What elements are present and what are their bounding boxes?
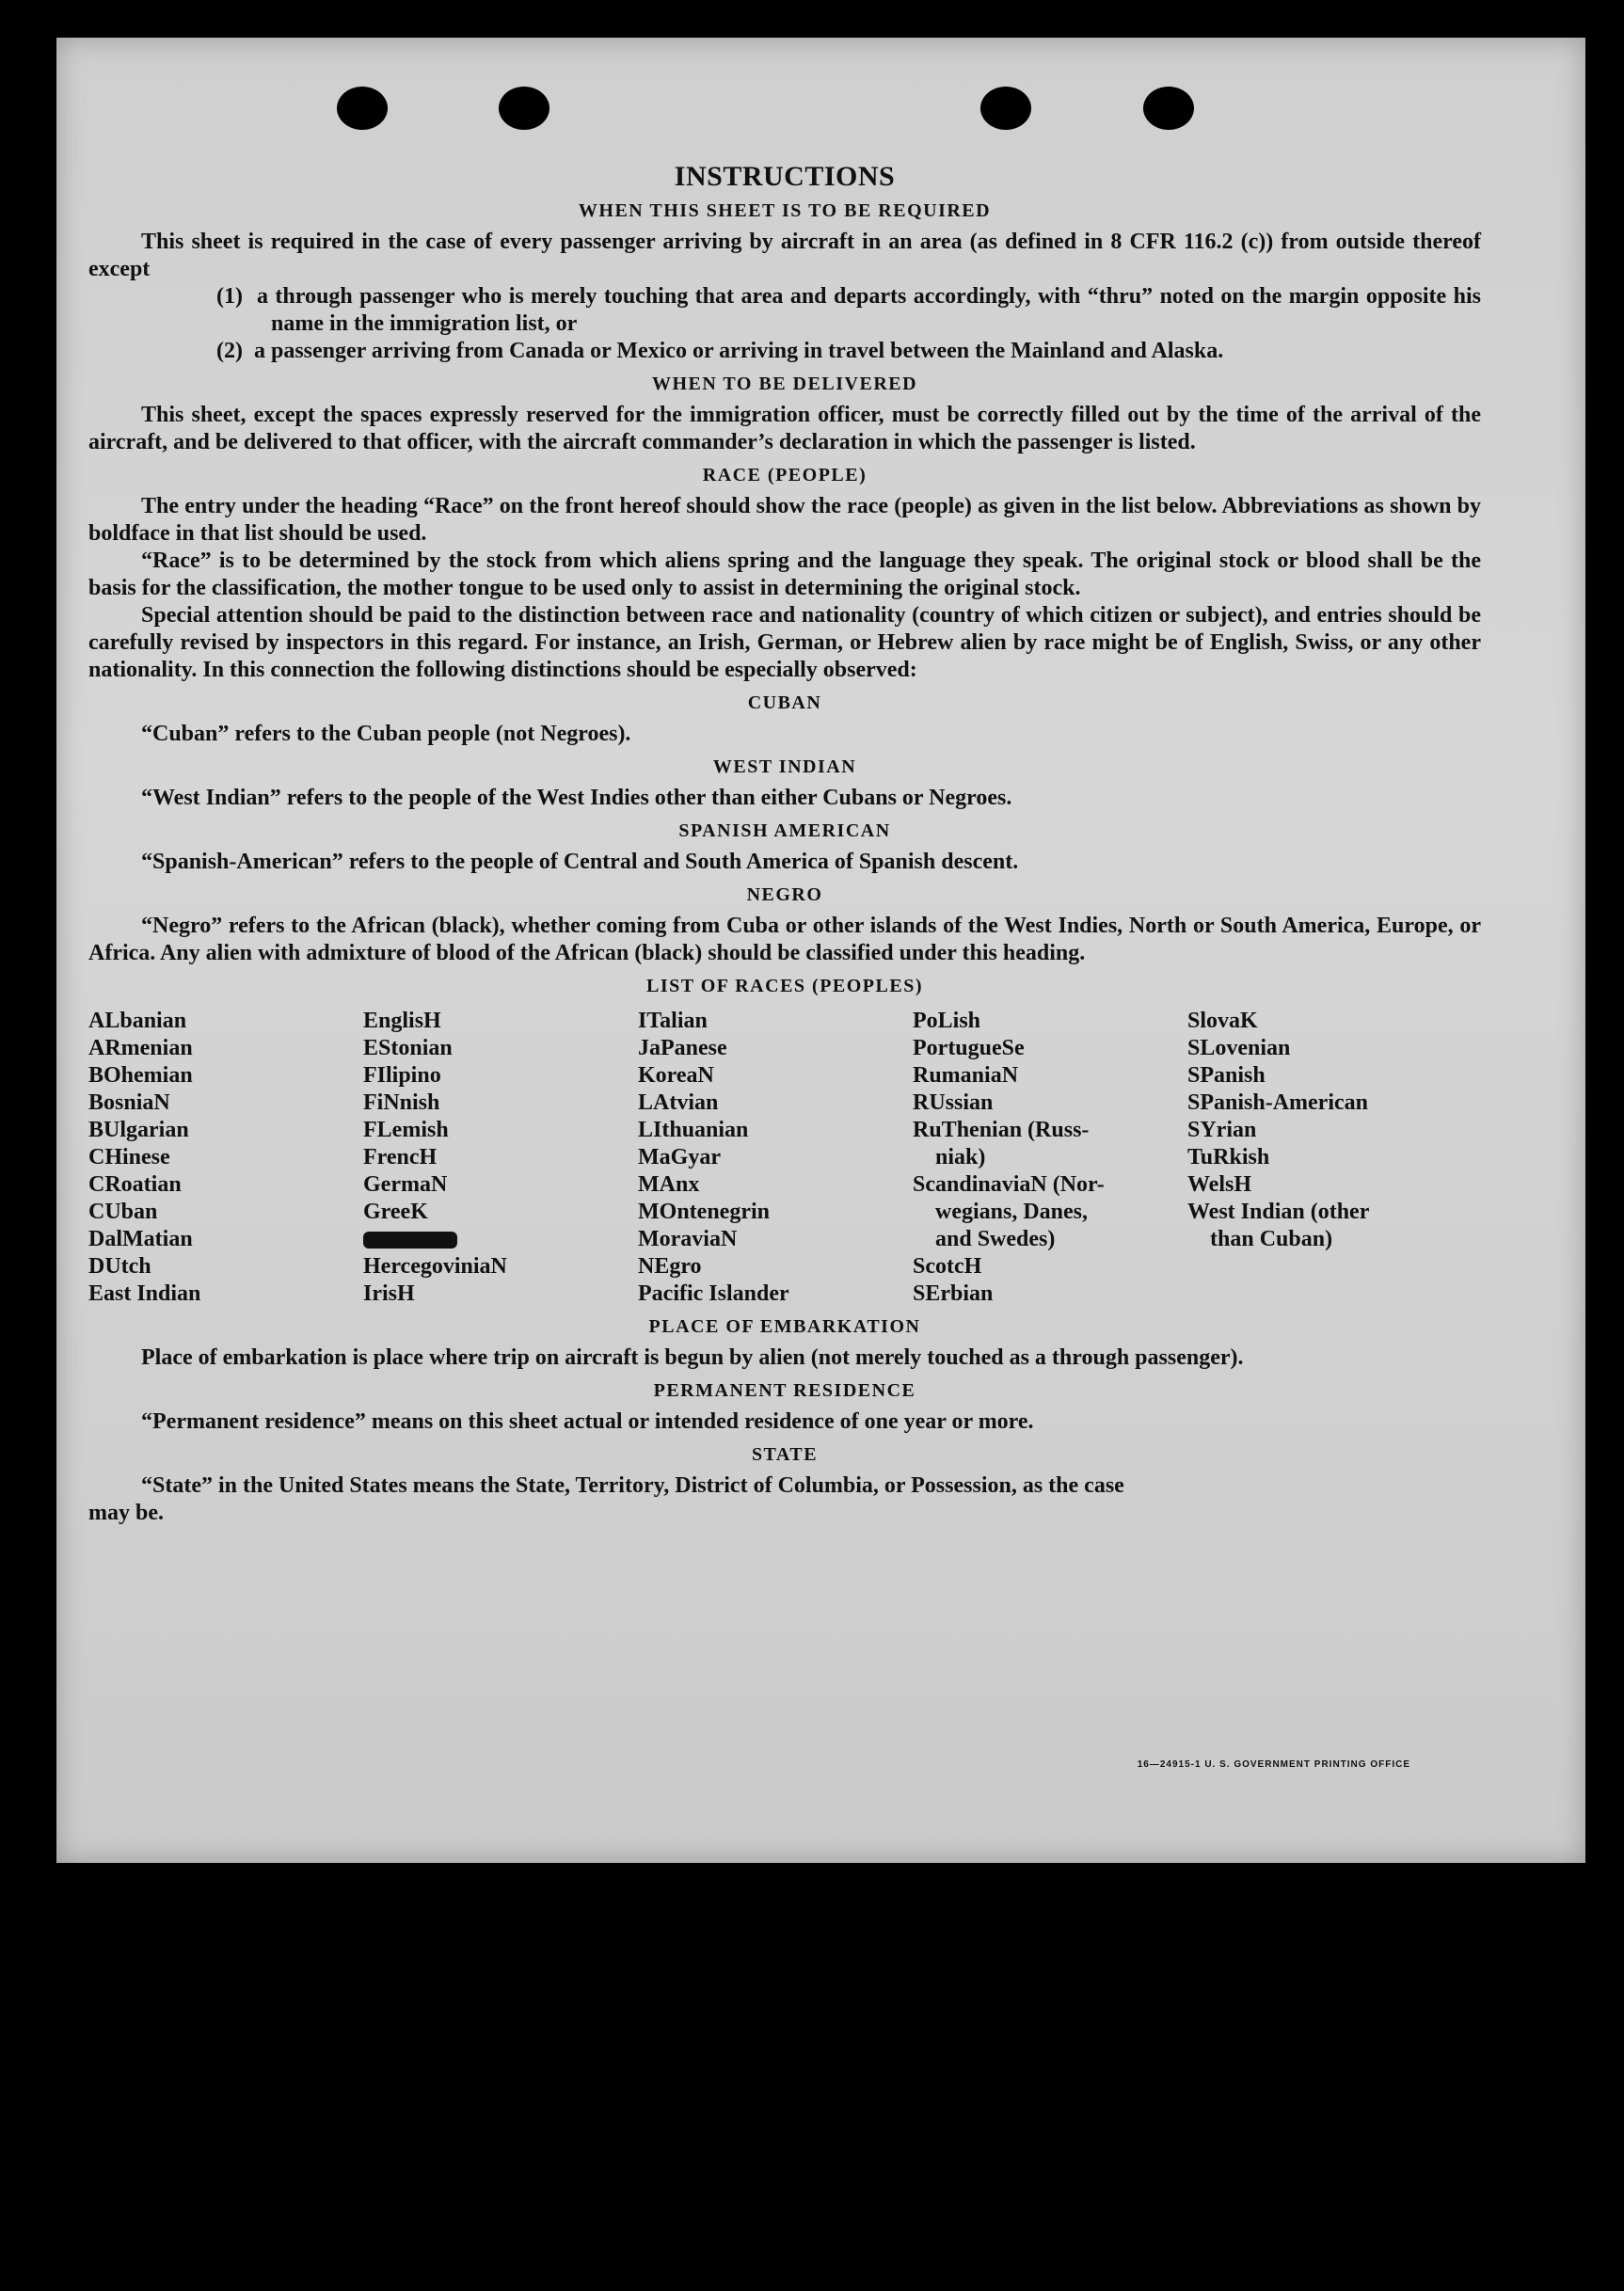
race-entry: West Indian (other [1187, 1200, 1370, 1224]
race-entry: PoLish [913, 1009, 981, 1033]
list-item: (1) a through passenger who is merely touching that area and departs accordingly, with “thru” noted on the margin opposite his name in the immigration list, or [216, 284, 1482, 336]
race-entry: BUlgarian [88, 1118, 189, 1142]
race-entry: RUssian [913, 1090, 994, 1115]
race-entry: DUtch [88, 1254, 151, 1279]
race-entry: niak) [935, 1145, 986, 1169]
page-title: INSTRUCTIONS [674, 161, 896, 192]
races-column [638, 1008, 913, 1308]
form-sheet [56, 38, 1585, 1863]
heading-state: STATE [751, 1444, 819, 1465]
paragraph-spanish-american: “Spanish-American” refers to the people of Central and South America of Spanish descent. [141, 850, 1019, 874]
race-entry: SPanish [1187, 1063, 1266, 1088]
paragraph-negro: “Negro” refers to the African (black), whether coming from Cuba or other islands of the West Indies, North or South America, Europe, or Africa. Any alien with admixture of blood of the African (black) should be classified under this heading. [88, 914, 1481, 965]
race-entry: EnglisH [363, 1009, 441, 1033]
race-entry: MOntenegrin [638, 1200, 770, 1224]
heading-place-of-embarkation: PLACE OF EMBARKATION [648, 1316, 921, 1337]
race-entry: ITalian [638, 1009, 708, 1033]
race-entry: HercegoviniaN [363, 1254, 507, 1279]
races-column [1187, 1008, 1470, 1308]
race-entry: BOhemian [88, 1063, 193, 1088]
paragraph-state-continuation: may be. [88, 1501, 164, 1525]
race-entry: FLemish [363, 1118, 449, 1142]
list-item: (2) a passenger arriving from Canada or Mexico or arriving in travel between the Mainland and Alaska. [216, 339, 1224, 363]
race-entry: BosniaN [88, 1090, 170, 1115]
race-entry: LAtvian [638, 1090, 719, 1115]
paragraph-permanent-residence: “Permanent residence” means on this sheet actual or intended residence of one year or more. [141, 1409, 1034, 1434]
race-entry: ARmenian [88, 1036, 193, 1060]
races-column [88, 1008, 363, 1308]
punch-hole [980, 87, 1031, 130]
paragraph-cuban: “Cuban” refers to the Cuban people (not Negroes). [141, 722, 631, 746]
redaction-mark [363, 1232, 457, 1249]
race-entry: WelsH [1187, 1172, 1252, 1197]
heading-west-indian: WEST INDIAN [712, 756, 857, 777]
race-entry: RuThenian (Russ- [913, 1118, 1090, 1142]
race-entry: JaPanese [638, 1036, 727, 1060]
paragraph-race: Special attention should be paid to the distinction between race and nationality (country of which citizen or subject), and entries should be carefully revised by inspectors in this regard. For instance, an Irish, German, or Hebrew alien by race might be of English, Swiss, or any other nationality. In this connection the following distinctions should be especially observed: [88, 603, 1481, 682]
race-entry: Pacific Islander [638, 1281, 789, 1306]
race-entry: GreeK [363, 1200, 428, 1224]
race-entry: RumaniaN [913, 1063, 1019, 1088]
race-entry: wegians, Danes, [935, 1200, 1089, 1224]
race-entry: IrisH [363, 1281, 415, 1306]
printing-office-code: 16—24915-1 U. S. GOVERNMENT PRINTING OFFICE [1137, 1759, 1410, 1770]
race-entry: FiNnish [363, 1090, 440, 1115]
race-entry: GermaN [363, 1172, 448, 1197]
race-entry: CHinese [88, 1145, 170, 1169]
heading-race: RACE (PEOPLE) [702, 465, 868, 485]
race-entry: CRoatian [88, 1172, 182, 1197]
race-entry: than Cuban) [1210, 1227, 1333, 1251]
paragraph-race: The entry under the heading “Race” on the front hereof should show the race (people) as given in the list below. Abbreviations as shown by boldface in that list should be used. [88, 494, 1481, 546]
races-column [913, 1008, 1187, 1308]
races-list [88, 1008, 1481, 1308]
race-entry: MaGyar [638, 1145, 721, 1169]
race-entry: NEgro [638, 1254, 702, 1279]
race-entry: FIlipino [363, 1063, 441, 1088]
race-entry: FrencH [363, 1145, 438, 1169]
heading-spanish-american: SPANISH AMERICAN [678, 820, 891, 841]
race-entry: KoreaN [638, 1063, 714, 1088]
race-entry: East Indian [88, 1281, 201, 1306]
punch-hole [499, 87, 549, 130]
paragraph-when-required: This sheet is required in the case of every passenger arriving by aircraft in an area (as defined in 8 CFR 116.2 (c)) from outside thereof except [88, 230, 1481, 281]
heading-when-required: WHEN THIS SHEET IS TO BE REQUIRED [578, 200, 992, 221]
redacted-entry [363, 1226, 638, 1253]
heading-cuban: CUBAN [747, 692, 822, 713]
race-entry: LIthuanian [638, 1118, 749, 1142]
paragraph-state: “State” in the United States means the State, Territory, District of Columbia, or Possession, as the case [141, 1473, 1124, 1498]
race-entry: MoraviaN [638, 1227, 738, 1251]
heading-when-delivered: WHEN TO BE DELIVERED [651, 374, 918, 394]
paragraph-race: “Race” is to be determined by the stock from which aliens spring and the language they speak. The original stock or blood shall be the basis for the classification, the mother tongue to be used only to assist in determining the original stock. [88, 549, 1481, 600]
race-entry: ScandinaviaN (Nor- [913, 1172, 1105, 1197]
race-entry: SlovaK [1187, 1009, 1258, 1033]
race-entry: SYrian [1187, 1118, 1257, 1142]
race-entry: SPanish-American [1187, 1090, 1368, 1115]
punch-hole [1143, 87, 1194, 130]
race-entry: MAnx [638, 1172, 700, 1197]
instructions-content [88, 163, 1481, 1527]
race-entry: EStonian [363, 1036, 453, 1060]
paragraph-when-delivered: This sheet, except the spaces expressly reserved for the immigration officer, must be correctly filled out by the time of the arrival of the aircraft, and be delivered to that officer, with the aircraft commander’s declaration in which the passenger is listed. [88, 403, 1481, 454]
heading-list-of-races: LIST OF RACES (PEOPLES) [645, 976, 923, 996]
punch-hole [337, 87, 388, 130]
race-entry: TuRkish [1187, 1145, 1270, 1169]
race-entry: ALbanian [88, 1009, 187, 1033]
race-entry: SErbian [913, 1281, 994, 1306]
race-entry: PortugueSe [913, 1036, 1025, 1060]
heading-negro: NEGRO [746, 884, 823, 905]
race-entry: DalMatian [88, 1227, 193, 1251]
race-entry: CUban [88, 1200, 158, 1224]
paragraph-west-indian: “West Indian” refers to the people of the West Indies other than either Cubans or Negroes. [141, 786, 1012, 810]
race-entry: and Swedes) [935, 1227, 1056, 1251]
race-entry: ScotcH [913, 1254, 982, 1279]
race-entry: SLovenian [1187, 1036, 1291, 1060]
paragraph-place-of-embarkation: Place of embarkation is place where trip on aircraft is begun by alien (not merely touched as a through passenger). [141, 1345, 1244, 1370]
races-column [363, 1008, 638, 1308]
heading-permanent-residence: PERMANENT RESIDENCE [653, 1380, 916, 1401]
